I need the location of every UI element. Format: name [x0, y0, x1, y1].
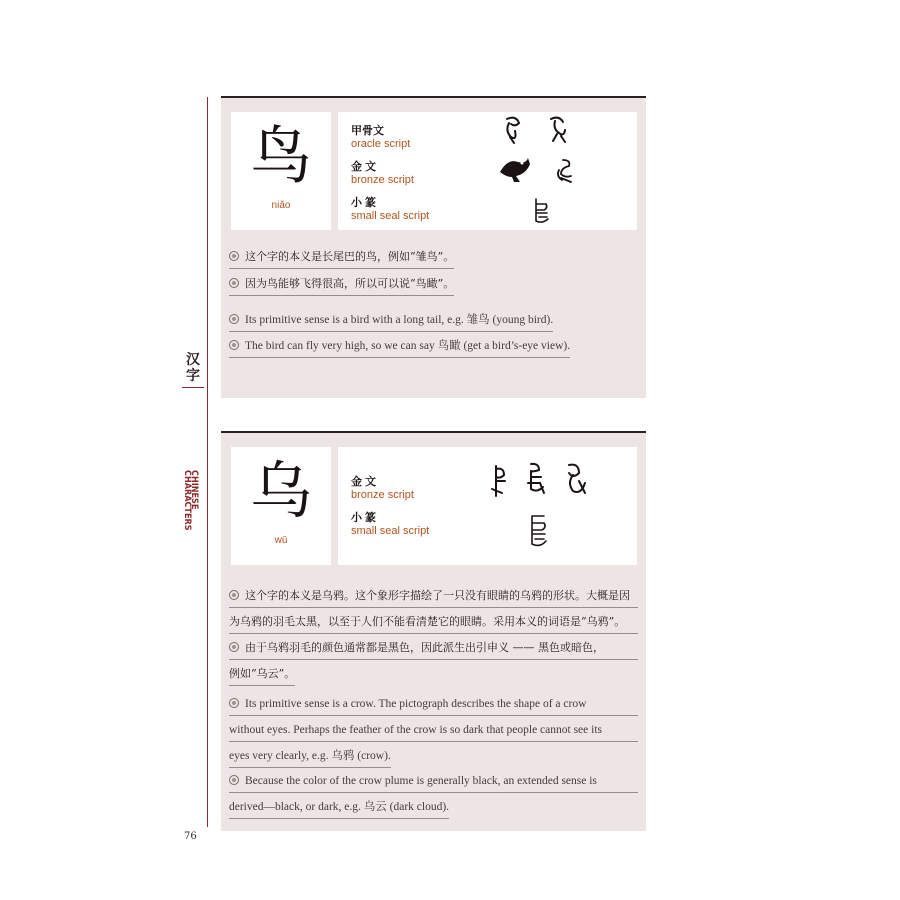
definition-text: Because the color of the crow plume is generally black, an extended sense is	[245, 775, 597, 787]
bullet-icon	[229, 642, 239, 652]
script-en: small seal script	[351, 525, 430, 537]
script-forms-box	[338, 112, 637, 230]
definition-text: 由于乌鸦羽毛的颜色通常都是黑色，因此派生出引申义 —— 黑色或暗色，	[245, 641, 604, 654]
script-label-seal	[351, 511, 429, 538]
seal-glyph-icon	[526, 513, 552, 551]
definition-line-en	[229, 721, 638, 742]
character-card-wu	[221, 431, 646, 831]
definition-line-zh	[229, 639, 638, 660]
definition-line-en	[229, 337, 570, 358]
definition-text: without eyes. Perhaps the feather of the crow is so dark that people cannot see its	[229, 724, 602, 736]
script-zh: 小 篆	[351, 197, 377, 209]
bronze-glyph-icon	[488, 463, 510, 501]
definition-text: 例如“乌云”。	[229, 667, 296, 680]
script-label-oracle	[351, 124, 410, 151]
definition-text: 因为鸟能够飞得很高，所以可以说“鸟瞰”。	[245, 277, 455, 290]
definition-line-zh	[229, 613, 638, 634]
bullet-icon	[229, 340, 239, 350]
oracle-glyph-icon	[498, 114, 528, 146]
section-english-text: CHINESE CHARACTERS	[182, 470, 199, 531]
section-title: 汉字	[182, 352, 204, 388]
character-box	[231, 447, 331, 565]
main-character: 乌	[249, 454, 312, 527]
script-forms-box	[338, 447, 637, 565]
bullet-icon	[229, 314, 239, 324]
script-zh: 金 文	[351, 161, 377, 173]
bronze-glyph-icon	[553, 156, 579, 186]
pinyin: niǎo	[271, 200, 291, 211]
script-en: bronze script	[351, 489, 414, 501]
section-english-title	[183, 470, 197, 560]
script-en: bronze script	[351, 174, 414, 186]
script-label-bronze	[351, 160, 414, 187]
definition-text: 这个字的本义是长尾巴的鸟，例如“雏鸟”。	[245, 250, 455, 263]
script-zh: 小 篆	[351, 512, 377, 524]
script-en: small seal script	[351, 210, 430, 222]
bronze-bird-glyph-icon	[496, 154, 532, 188]
script-label-bronze	[351, 475, 414, 502]
main-character: 鸟	[249, 119, 312, 192]
bronze-glyph-icon	[523, 461, 549, 499]
definition-text: 这个字的本义是乌鸦。这个象形字描绘了一只没有眼睛的乌鸦的形状。大概是因	[245, 589, 630, 602]
definition-line-zh	[229, 665, 295, 686]
script-zh: 甲骨文	[351, 125, 384, 137]
oracle-glyph-icon	[543, 114, 573, 146]
definition-line-en	[229, 695, 638, 716]
definition-line-en	[229, 747, 391, 768]
bullet-icon	[229, 590, 239, 600]
script-zh: 金 文	[351, 476, 377, 488]
page-number: 76	[184, 831, 197, 842]
definition-line-zh	[229, 587, 638, 608]
character-box	[231, 112, 331, 230]
pinyin: wū	[274, 535, 288, 546]
definition-text: Its primitive sense is a crow. The pictograph describes the shape of a crow	[245, 698, 587, 710]
definition-text: 为乌鸦的羽毛太黑，以至于人们不能看清楚它的眼睛。采用本义的词语是“乌鸦”。	[229, 615, 626, 628]
definition-line-en	[229, 311, 553, 332]
definition-line-zh	[229, 275, 454, 296]
bronze-glyph-icon	[563, 461, 591, 499]
bullet-icon	[229, 698, 239, 708]
script-label-seal	[351, 196, 429, 223]
script-en: oracle script	[351, 138, 411, 150]
margin-rule	[207, 97, 208, 827]
definition-text: The bird can fly very high, so we can say 鸟瞰 (get a bird’s-eye view).	[245, 340, 571, 352]
character-card-niao	[221, 96, 646, 398]
definition-text: derived—black, or dark, e.g. 乌云 (dark cloud).	[229, 801, 450, 813]
bullet-icon	[229, 251, 239, 261]
seal-glyph-icon	[530, 196, 552, 226]
definition-line-zh	[229, 248, 454, 269]
bullet-icon	[229, 278, 239, 288]
definition-line-en	[229, 798, 449, 819]
bullet-icon	[229, 775, 239, 785]
definition-line-en	[229, 772, 638, 793]
definition-text: eyes very clearly, e.g. 乌鸦 (crow).	[229, 750, 391, 762]
definition-text: Its primitive sense is a bird with a long tail, e.g. 雏鸟 (young bird).	[245, 314, 554, 326]
